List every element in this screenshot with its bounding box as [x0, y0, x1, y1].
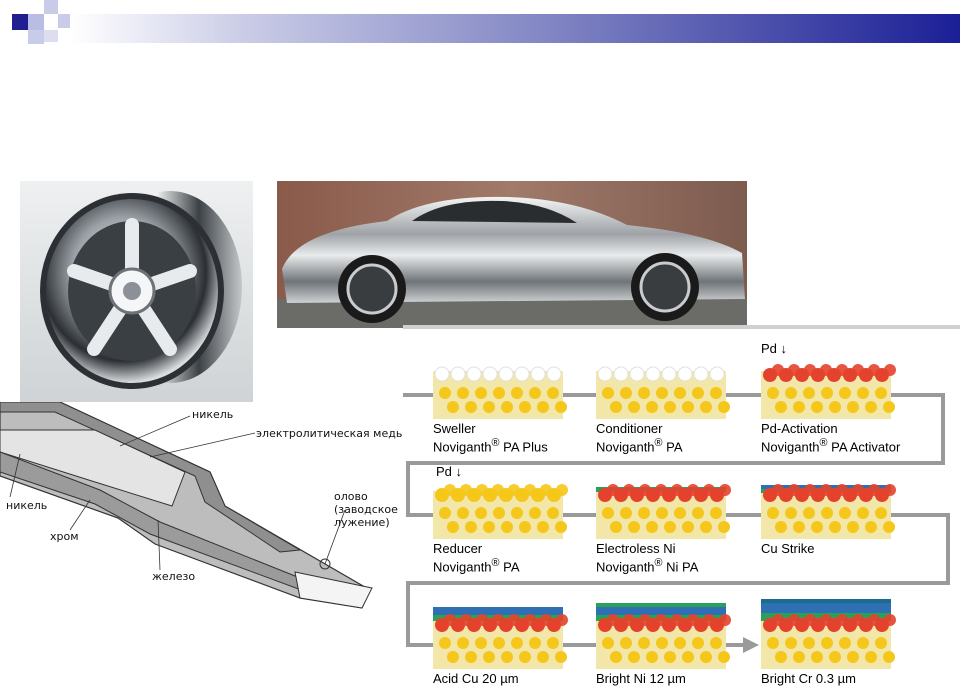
chrome-wheel-photo	[20, 181, 253, 403]
logo-square-dark	[12, 14, 28, 30]
plating-step-cell	[596, 367, 730, 419]
plating-step-product: Noviganth® PA Plus	[433, 437, 548, 455]
plating-step-name: Bright Ni 12 µm	[596, 671, 686, 686]
plating-step-name: Reducer	[433, 541, 483, 556]
plating-step-cell	[596, 484, 731, 539]
soldering-tip-diagram	[0, 402, 405, 618]
plating-step-cell	[433, 607, 568, 669]
right-arrow-icon	[725, 637, 759, 653]
pd-label-reducer: Pd ↓	[436, 464, 463, 479]
plating-process-diagram	[403, 325, 960, 695]
logo-square-light	[28, 14, 44, 30]
logo-square-light	[58, 14, 70, 28]
pd-label-activation: Pd ↓	[761, 341, 788, 356]
plating-step-name: Bright Cr 0.3 µm	[761, 671, 856, 686]
plating-step-product: Noviganth® PA	[596, 437, 683, 455]
plating-step-name: Electroless Ni	[596, 541, 676, 556]
label-tin-note-2: лужение)	[334, 516, 390, 529]
label-copper: электролитическая медь	[256, 427, 403, 440]
label-nickel-left: никель	[6, 499, 48, 512]
plating-step-name: Pd-Activation	[761, 421, 838, 436]
plating-step-product: Noviganth® Ni PA	[596, 557, 699, 575]
chrome-car-photo	[277, 181, 747, 328]
slide-header	[0, 0, 960, 50]
label-iron: железо	[152, 570, 196, 583]
plating-step-cell	[761, 364, 896, 419]
logo-square-light	[28, 30, 44, 44]
plating-step-cell	[761, 484, 896, 539]
plating-step-product: Noviganth® PA	[433, 557, 520, 575]
plating-step-cell	[433, 367, 567, 419]
label-tin-note-1: (заводское	[334, 503, 398, 516]
plating-step-cell	[596, 603, 731, 669]
label-tin: олово	[334, 490, 368, 503]
process-flow-lines	[403, 325, 960, 695]
plating-step-name: Sweller	[433, 421, 476, 436]
logo-square-light	[44, 0, 58, 14]
plating-step-cell	[761, 599, 896, 669]
plating-step-name: Cu Strike	[761, 541, 815, 556]
plating-step-cell	[433, 484, 568, 539]
label-chrome: хром	[50, 530, 79, 543]
plating-step-name: Acid Cu 20 µm	[433, 671, 519, 686]
label-nickel-top: никель	[192, 408, 234, 421]
plating-step-name: Conditioner	[596, 421, 663, 436]
header-gradient-bar	[70, 14, 960, 43]
plating-step-product: Noviganth® PA Activator	[761, 437, 901, 455]
logo-square-light	[44, 30, 58, 42]
